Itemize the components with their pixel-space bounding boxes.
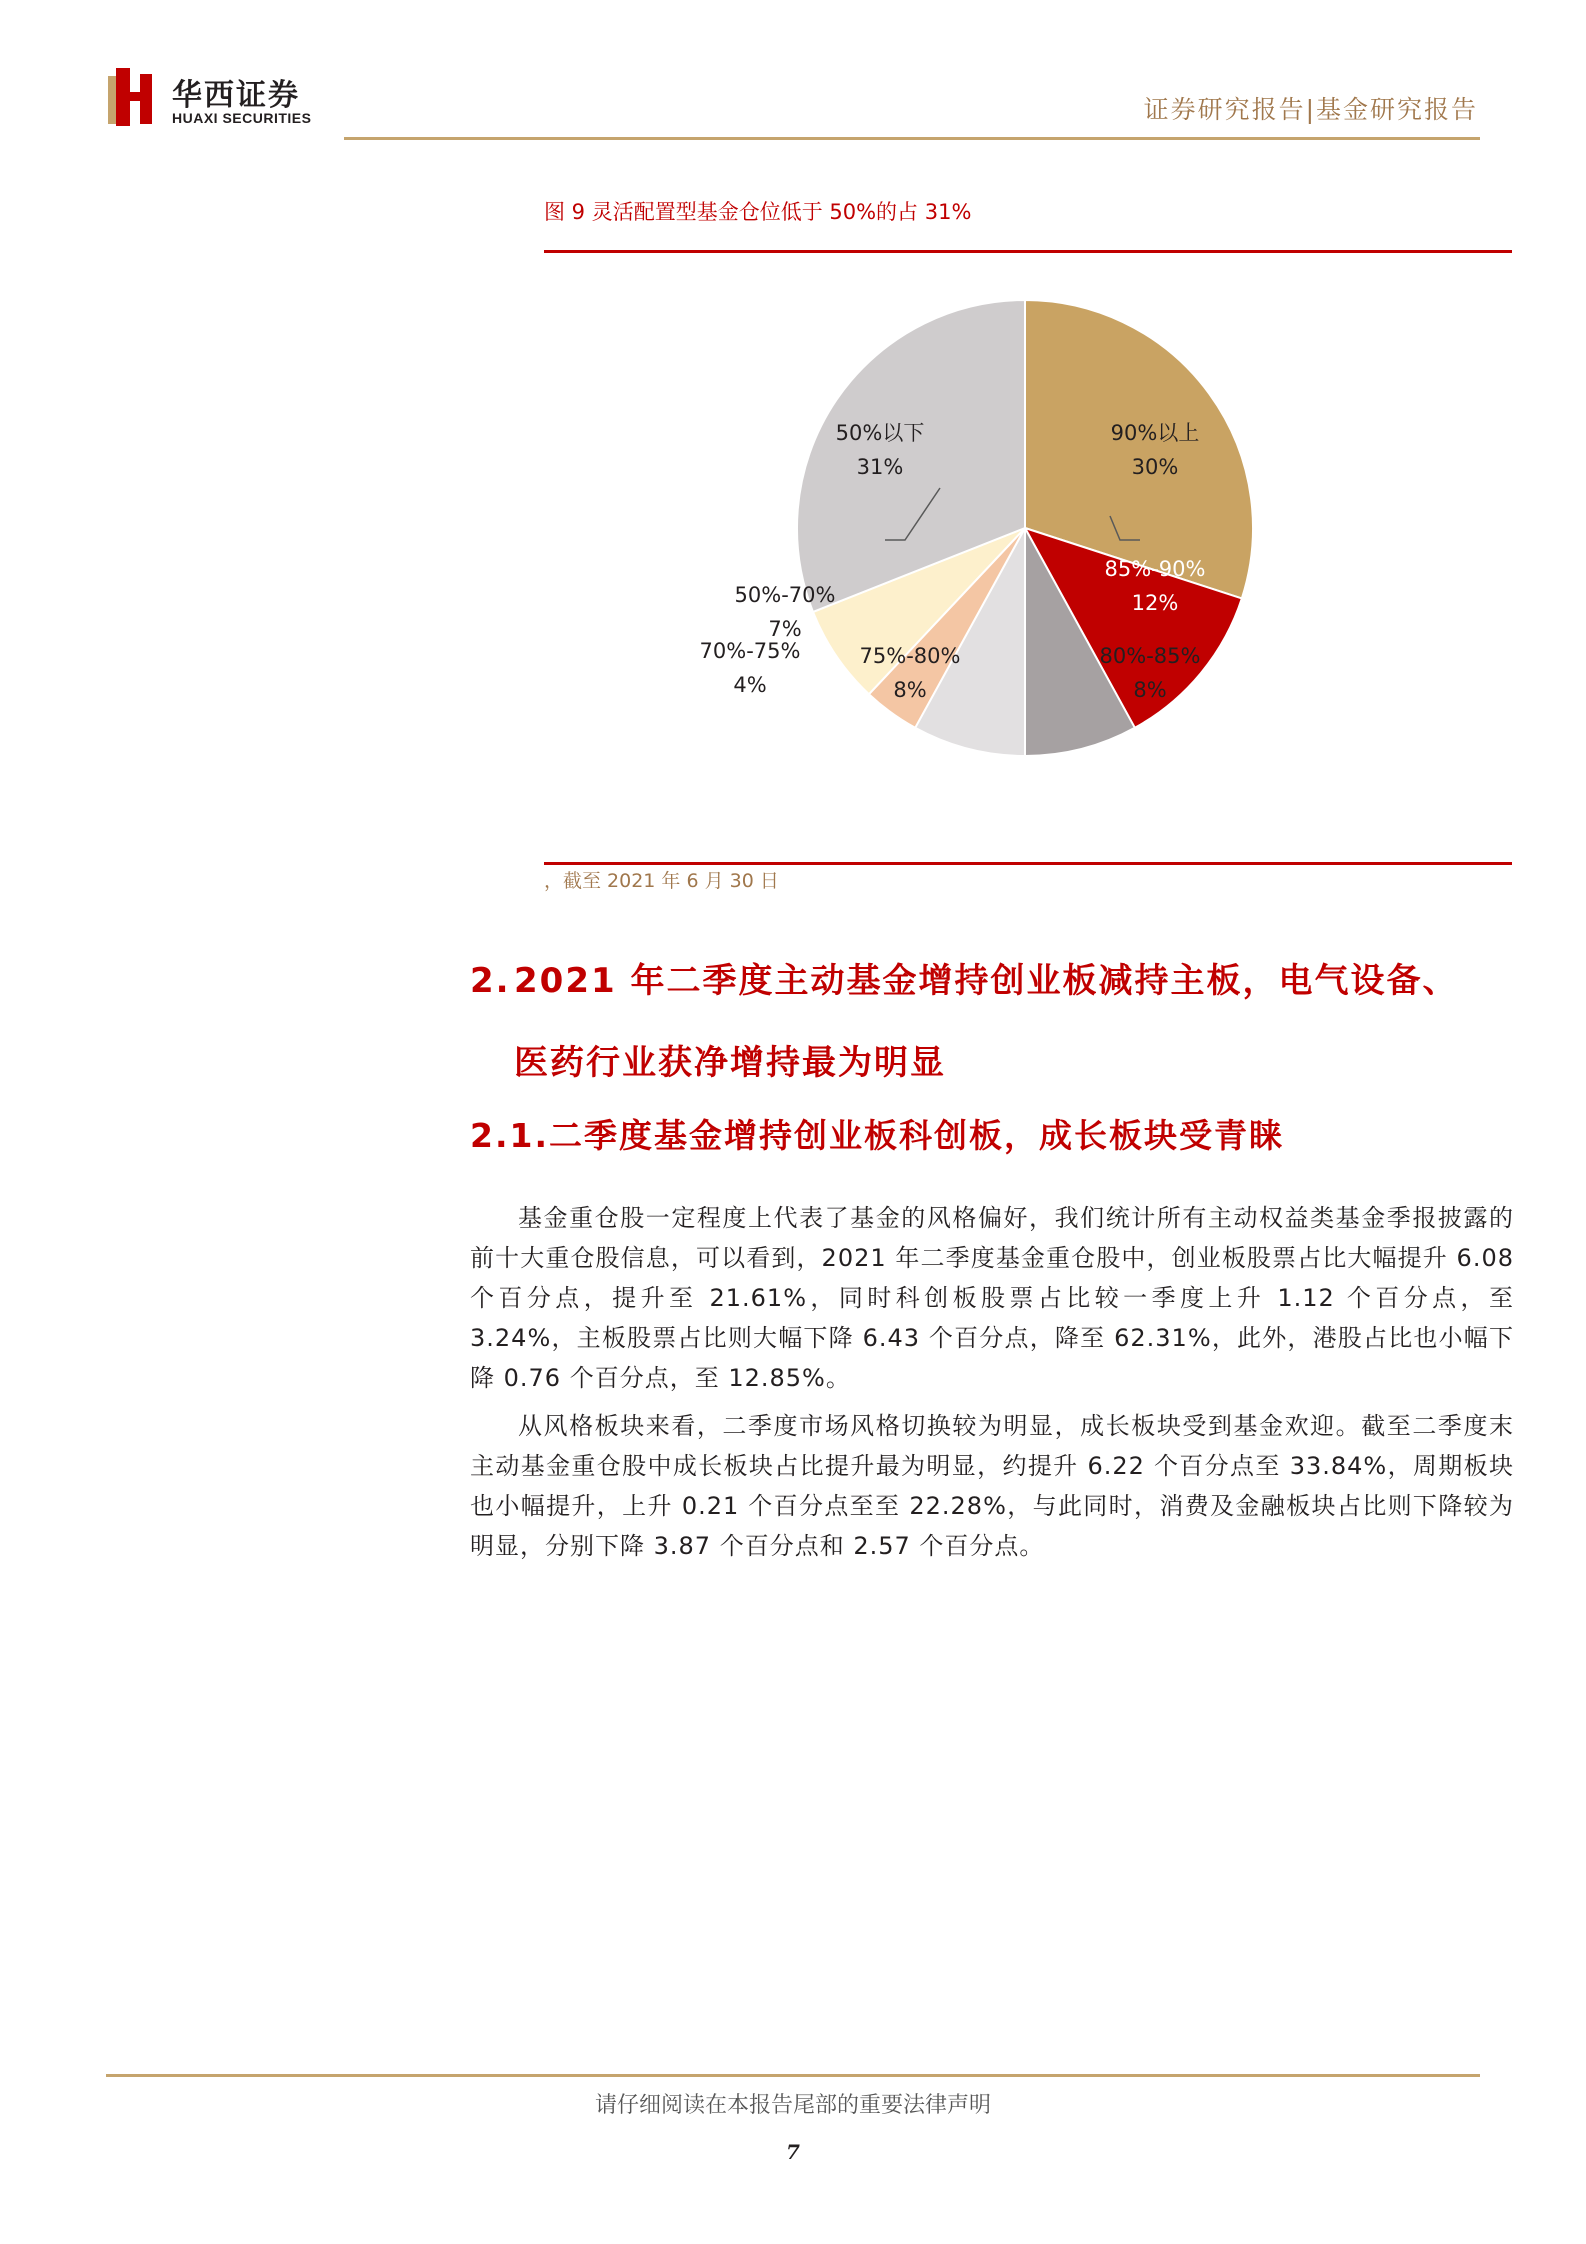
body-paragraph-2: 从风格板块来看，二季度市场风格切换较为明显，成长板块受到基金欢迎。截至二季度末主动基金重仓股中成长板块占比提升最为明显，约提升 6.22 个百分点至 33.84%，周期板块也小幅提升，上升 0.21 个百分点至至 22.28%，与此同时，消费及金融板块占比则下降较为明显，分别下降 3.87 个百分点和 2.57 个百分点。: [470, 1412, 1514, 1560]
pie-value-label: 7%: [768, 617, 802, 641]
pie-value-label: 8%: [1133, 678, 1167, 702]
pie-category-label: 85%-90%: [1104, 557, 1206, 581]
legal-disclaimer-note: 请仔细阅读在本报告尾部的重要法律声明: [594, 2093, 991, 2118]
body-paragraph-1: 基金重仓股一定程度上代表了基金的风格偏好，我们统计所有主动权益类基金季报披露的前十大重仓股信息，可以看到，2021 年二季度基金重仓股中，创业板股票占比大幅提升 6.08 个百分点，提升至 21.61%，同时科创板股票占比较一季度上升 1.12 个百分点，至 3.24%，主板股票占比则大幅下降 6.43 个百分点，降至 62.31%，此外，港股占比也小幅下降 0.76 个百分点，至 12.85%。: [470, 1204, 1514, 1392]
pie-category-label: 70%-75%: [699, 639, 801, 663]
figure-source-note: ，截至 2021 年 6 月 30 日: [544, 870, 779, 892]
header-divider: [344, 137, 1480, 140]
pie-category-label: 50%以下: [835, 421, 925, 445]
pie-value-label: 30%: [1131, 455, 1179, 479]
figure-top-rule: [544, 250, 1512, 253]
pie-category-label: 75%-80%: [859, 644, 961, 668]
pie-category-label: 50%-70%: [734, 583, 836, 607]
company-logo: [106, 68, 486, 128]
pie-chart: [640, 300, 1340, 840]
pie-value-label: 4%: [733, 673, 767, 697]
figure-bottom-rule: [544, 862, 1512, 865]
subsection-heading: 2.1.二季度基金增持创业板科创板，成长板块受青睐: [470, 1116, 1284, 1155]
pie-value-label: 12%: [1131, 591, 1179, 615]
pie-value-label: 31%: [856, 455, 904, 479]
footer-divider: [106, 2074, 1480, 2077]
report-type-label: 证券研究报告|基金研究报告: [1143, 95, 1478, 124]
section-number: 2.: [470, 961, 511, 1001]
section-heading-line1: 2021 年二季度主动基金增持创业板减持主板，电气设备、: [514, 961, 1459, 1001]
logo-chinese-name: 华西证券: [172, 78, 300, 113]
pie-value-label: 8%: [893, 678, 927, 702]
pie-category-label: 80%-85%: [1099, 644, 1201, 668]
section-heading: [470, 940, 1530, 1104]
huaxi-logo-icon: [106, 68, 156, 126]
logo-english-name: HUAXI SECURITIES: [172, 110, 312, 126]
pie-category-label: 90%以上: [1110, 421, 1200, 445]
page-number: 7: [786, 2140, 800, 2164]
figure-caption: 图 9 灵活配置型基金仓位低于 50%的占 31%: [544, 200, 972, 224]
section-heading-line2: 医药行业获净增持最为明显: [514, 1043, 946, 1083]
